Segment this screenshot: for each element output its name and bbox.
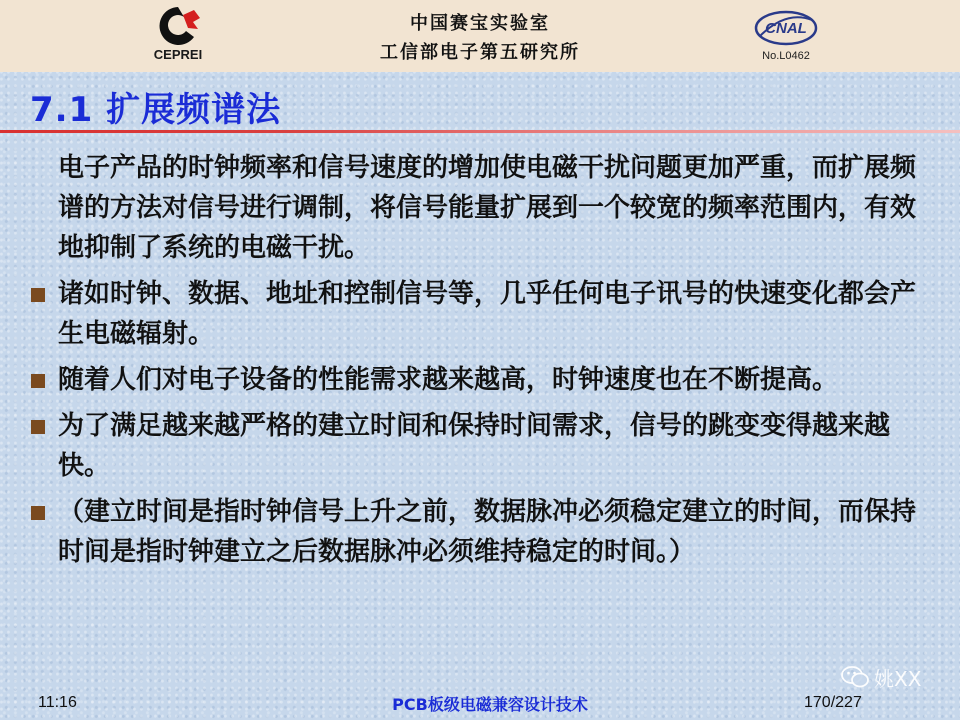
cnal-registration-number: No.L0462	[762, 50, 810, 62]
org-name-line1: 中国赛宝实验室	[410, 13, 550, 34]
bullet-text: （建立时间是指时钟信号上升之前，数据脉冲必须稳定建立的时间，而保持时间是指时钟建立之后数据脉冲必须维持稳定的时间。）	[58, 497, 917, 567]
ceprei-logo-icon	[150, 4, 206, 48]
footer-course-title: PCB板级电磁兼容设计技术	[392, 695, 588, 714]
square-bullet-icon	[31, 288, 45, 302]
intro-paragraph: 电子产品的时钟频率和信号速度的增加使电磁干扰问题更加严重，而扩展频谱的方法对信号进行调制，将信号能量扩展到一个较宽的频率范围内，有效地抑制了系统的电磁干扰。	[58, 153, 917, 263]
bullet-item	[58, 406, 928, 486]
slide-body	[58, 148, 928, 578]
wechat-icon	[840, 664, 870, 690]
footer-time: 11:16	[38, 694, 77, 711]
square-bullet-icon	[31, 420, 45, 434]
org-name-line2: 工信部电子第五研究所	[380, 42, 580, 63]
ceprei-logo-text: CEPREI	[153, 47, 203, 62]
bullet-item	[58, 274, 928, 354]
watermark	[840, 662, 950, 692]
watermark-text: 姚XX	[874, 667, 922, 691]
square-bullet-icon	[31, 374, 45, 388]
cnal-logo-icon	[750, 6, 822, 50]
slide-header	[0, 0, 960, 72]
bullet-item	[58, 360, 928, 400]
slide-title: 7.1 扩展频谱法	[30, 90, 282, 130]
cnal-logo	[750, 6, 822, 66]
cnal-logo-label: CNAL	[765, 20, 807, 37]
bullet-text: 随着人们对电子设备的性能需求越来越高，时钟速度也在不断提高。	[58, 365, 839, 395]
ceprei-logo	[142, 4, 214, 66]
footer-page-number: 170/227	[804, 694, 862, 711]
bullet-text: 诸如时钟、数据、地址和控制信号等，几乎任何电子讯号的快速变化都会产生电磁辐射。	[58, 279, 917, 349]
square-bullet-icon	[31, 506, 45, 520]
bullet-text: 为了满足越来越严格的建立时间和保持时间需求，信号的跳变变得越来越快。	[58, 411, 891, 481]
title-divider	[0, 130, 960, 133]
bullet-item	[58, 492, 928, 572]
